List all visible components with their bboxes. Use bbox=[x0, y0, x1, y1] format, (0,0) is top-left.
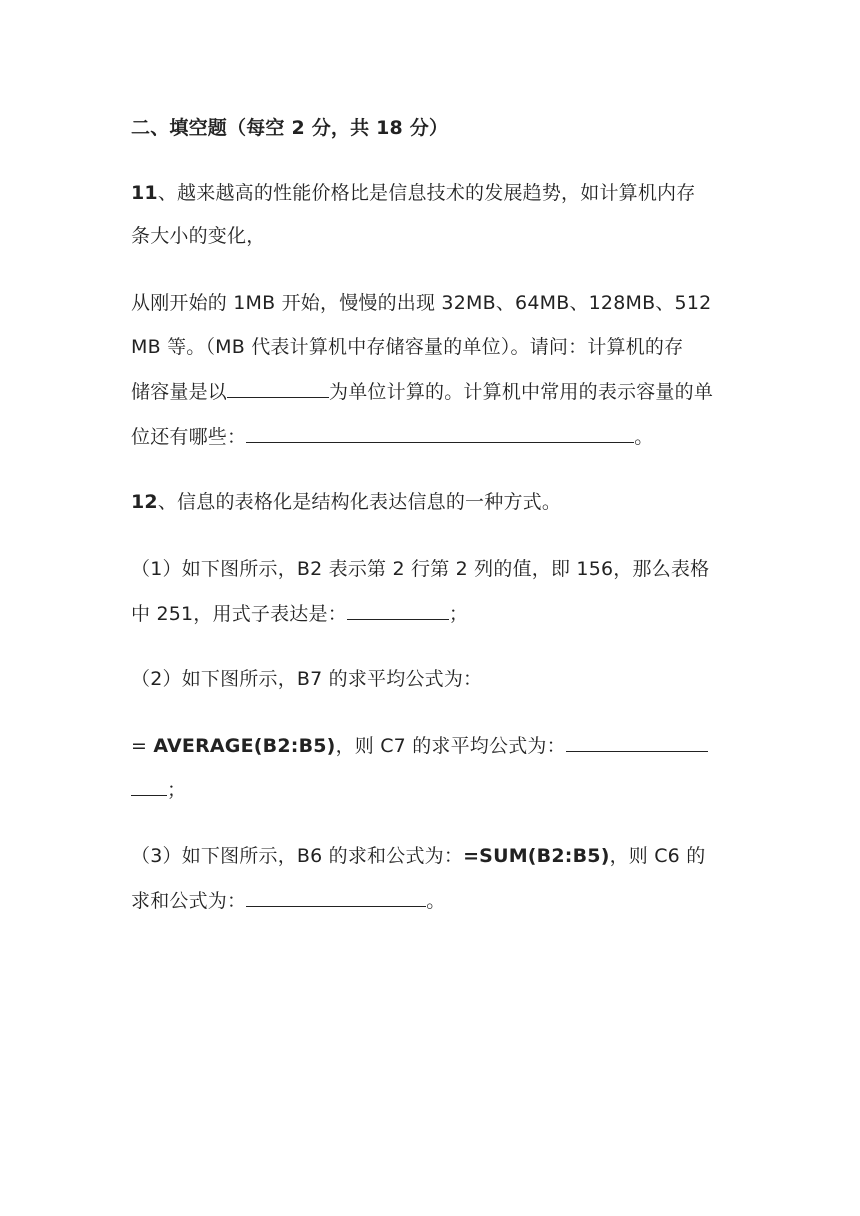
q12-part2-eq: = bbox=[131, 735, 154, 757]
q12-part2-line-1 bbox=[131, 667, 482, 691]
q12-part1-text-2b: ； bbox=[448, 603, 469, 625]
q11-blank-2[interactable] bbox=[246, 424, 634, 443]
q12-part1-text-2a: 中 251，用式子表达是： bbox=[131, 603, 347, 625]
q11-text-3: 从刚开始的 1MB 开始，慢慢的出现 32MB、64MB、128MB、512 bbox=[131, 292, 712, 314]
q12-part3-line-1 bbox=[131, 844, 705, 868]
q12-part2-text-2a: ，则 C7 的求平均公式为： bbox=[335, 735, 566, 757]
q11-text-5a: 储容量是以 bbox=[131, 381, 228, 403]
q12-part1-line-2 bbox=[131, 601, 468, 626]
q12-part3-line-2 bbox=[131, 888, 445, 913]
q11-text-1: 、越来越高的性能价格比是信息技术的发展趋势，如计算机内存 bbox=[157, 182, 696, 204]
q11-line-4 bbox=[131, 335, 683, 359]
q12-intro: 、信息的表格化是结构化表达信息的一种方式。 bbox=[157, 491, 562, 513]
q12-number: 12 bbox=[131, 491, 158, 513]
q11-blank-1[interactable] bbox=[227, 379, 329, 398]
q12-part1-text-1: （1）如下图所示，B2 表示第 2 行第 2 列的值，即 156，那么表格 bbox=[131, 558, 710, 580]
q11-number: 11 bbox=[131, 182, 158, 204]
section-title-prefix: 二、填空题（每空 bbox=[131, 117, 285, 139]
q11-line-5 bbox=[131, 379, 713, 404]
q12-part3-text-1a: （3）如下图所示，B6 的求和公式为： bbox=[131, 845, 464, 867]
q12-part1-line-1 bbox=[131, 557, 709, 581]
q12-part1-blank[interactable] bbox=[347, 601, 449, 620]
q11-text-4: MB 等。（MB 代表计算机中存储容量的单位）。请问：计算机的存 bbox=[131, 336, 684, 358]
q12-part3-blank[interactable] bbox=[246, 888, 426, 907]
section-title bbox=[131, 116, 448, 140]
q12-part2-formula: AVERAGE(B2:B5) bbox=[153, 735, 336, 757]
section-title-mid: 分，共 bbox=[311, 117, 370, 139]
q11-text-6a: 位还有哪些： bbox=[131, 426, 247, 448]
q12-part2-text-1: （2）如下图所示，B7 的求平均公式为： bbox=[131, 668, 483, 690]
q11-text-6b: 。 bbox=[634, 426, 654, 448]
q12-part3-text-2b: 。 bbox=[426, 890, 446, 912]
q12-part2-line-2 bbox=[131, 733, 708, 758]
q11-line-3 bbox=[131, 291, 711, 315]
q12-part2-line-3 bbox=[131, 777, 186, 802]
section-title-suffix: 分） bbox=[409, 117, 449, 139]
q11-line-2 bbox=[131, 224, 265, 248]
q12-part2-text-3b: ； bbox=[167, 779, 187, 801]
q11-text-5b: 为单位计算的。计算机中常用的表示容量的单 bbox=[329, 381, 714, 403]
q11-line-1 bbox=[131, 181, 695, 205]
q12-part3-text-1b: ，则 C6 的 bbox=[609, 845, 706, 867]
q12-part2-blank-start[interactable] bbox=[566, 733, 708, 752]
section-title-points-each: 2 bbox=[291, 117, 305, 139]
q11-text-2: 条大小的变化， bbox=[131, 225, 266, 247]
q12-part3-text-2a: 求和公式为： bbox=[131, 890, 247, 912]
q11-line-6 bbox=[131, 424, 653, 449]
section-title-points-total: 18 bbox=[376, 117, 403, 139]
q12-part2-blank-end[interactable] bbox=[131, 777, 167, 796]
q12-part3-formula: =SUM(B2:B5) bbox=[463, 845, 610, 867]
q12-intro-line bbox=[131, 490, 561, 514]
